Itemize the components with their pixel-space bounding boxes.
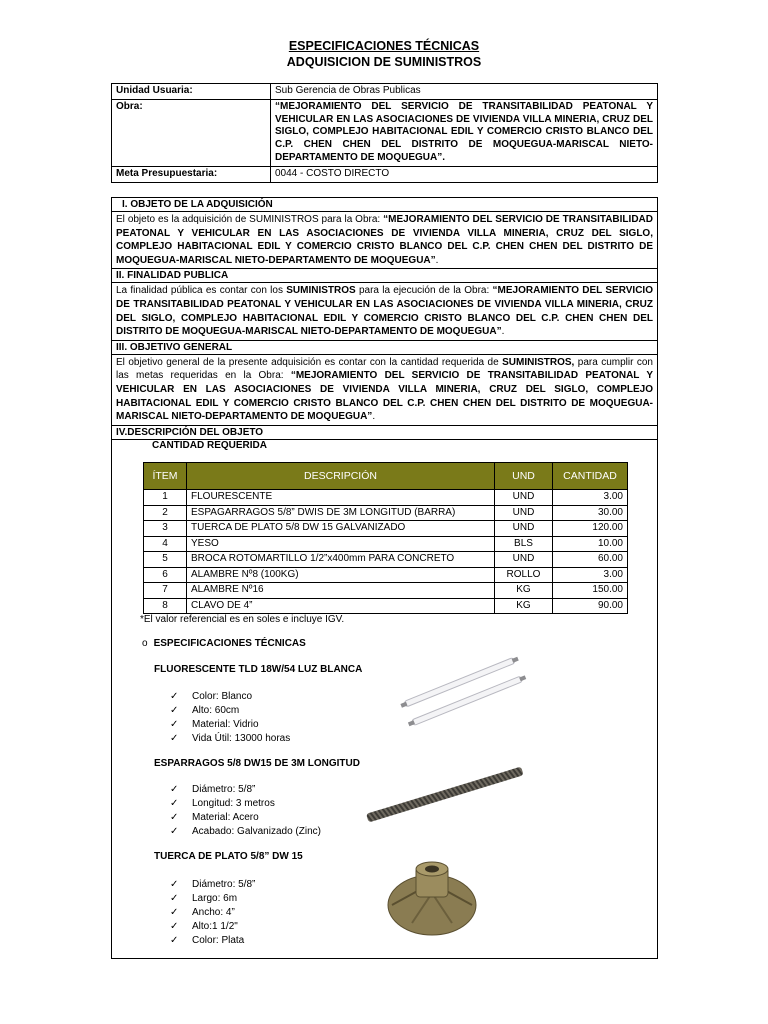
- item-quantity: 3.00: [553, 490, 628, 506]
- item-number: 3: [144, 521, 187, 537]
- spec-text: Largo: 6m: [192, 893, 238, 904]
- item-unit: KG: [495, 583, 553, 599]
- section-objeto-body: [112, 212, 657, 269]
- info-table: [111, 83, 658, 183]
- document-title: ESPECIFICACIONES TÉCNICAS: [288, 39, 480, 53]
- item-quantity: 30.00: [553, 505, 628, 521]
- spec-text: Vida Útil: 13000 horas: [192, 733, 291, 744]
- product-title-fluorescente: FLUORESCENTE TLD 18W/54 LUZ BLANCA: [154, 664, 363, 675]
- spec-item: [170, 920, 255, 934]
- item-unit: UND: [495, 521, 553, 537]
- table-row: [144, 490, 628, 506]
- sections-box: [111, 197, 658, 959]
- item-unit: UND: [495, 505, 553, 521]
- item-description: ALAMBRE Nº8 (100KG): [187, 567, 495, 583]
- item-unit: UND: [495, 552, 553, 568]
- meta-value: 0044 - COSTO DIRECTO: [271, 166, 658, 182]
- finalidad-obra: “MEJORAMIENTO DEL SERVICIO DE TRANSITABILIDAD PEATONAL Y VEHICULAR EN LAS ASOCIACIONES DE VIVIENDA VILLA MINERIA, CRUZ DEL SIGLO, COMPLEJO HABITACIONAL EDIL Y COMERCIO CRISTO BLANCO DEL C.P. CHEN CHEN DEL DISTRITO DE MOQUEGUA-MARISCAL NIETO-DEPARTAMENTO DE MOQUEGUA”: [116, 285, 653, 338]
- finalidad-end: .: [501, 326, 505, 338]
- objeto-end: .: [435, 254, 439, 266]
- section-general-title: III. OBJETIVO GENERAL: [112, 341, 657, 355]
- check-icon: ✓: [170, 907, 179, 918]
- item-quantity: 10.00: [553, 536, 628, 552]
- col-cantidad: CANTIDAD: [553, 463, 628, 490]
- unidad-value: Sub Gerencia de Obras Publicas: [271, 84, 658, 100]
- item-description: YESO: [187, 536, 495, 552]
- item-unit: ROLLO: [495, 567, 553, 583]
- finalidad-suministros: SUMINISTROS: [286, 285, 356, 297]
- spec-text: Diámetro: 5/8”: [192, 879, 256, 890]
- specs-header-label: ESPECIFICACIONES TÉCNICAS: [153, 638, 306, 649]
- general-end: .: [372, 411, 376, 423]
- table-row: [144, 521, 628, 537]
- general-mid: para cumplir con las metas requeridas en la Obra:: [116, 356, 653, 382]
- col-descripcion: DESCRIPCIÓN: [187, 463, 495, 490]
- spec-item: [170, 797, 321, 811]
- price-note: *El valor referencial es en soles e incluye IGV.: [140, 614, 345, 625]
- general-obra: “MEJORAMIENTO DEL SERVICIO DE TRANSITABILIDAD PEATONAL Y VEHICULAR EN LAS ASOCIACIONES DE VIVIENDA VILLA MINERIA, CRUZ DEL SIGLO, COMPLEJO HABITACIONAL EDIL Y COMERCIO CRISTO BLANCO DEL C.P. CHEN CHEN DEL DISTRITO DE MOQUEGUA-MARISCAL NIETO-DEPARTAMENTO DE MOQUEGUA”: [116, 370, 653, 423]
- spec-text: Color: Plata: [192, 935, 245, 946]
- item-number: 4: [144, 536, 187, 552]
- product-specs-tuerca: [170, 878, 255, 948]
- spec-text: Diámetro: 5/8”: [192, 784, 256, 795]
- spec-text: Longitud: 3 metros: [192, 798, 275, 809]
- item-description: TUERCA DE PLATO 5/8 DW 15 GALVANIZADO: [187, 521, 495, 537]
- section-finalidad-title: II. FINALIDAD PUBLICA: [112, 269, 657, 283]
- spec-text: Acabado: Galvanizado (Zinc): [192, 826, 321, 837]
- items-table: [143, 462, 628, 614]
- specs-header: [142, 638, 306, 649]
- item-number: 8: [144, 598, 187, 614]
- spec-item: [170, 811, 321, 825]
- check-icon: ✓: [170, 798, 179, 809]
- obra-value: “MEJORAMIENTO DEL SERVICIO DE TRANSITABILIDAD PEATONAL Y VEHICULAR EN LAS ASOCIACIONES DE VIVIENDA VILLA MINERIA, CRUZ DEL SIGLO, COMPLEJO HABITACIONAL EDIL Y COMERCIO CRISTO BLANCO DEL C.P. CHEN CHEN DEL DISTRITO DE MOQUEGUA-MARISCAL NIETO-DEPARTAMENTO DE MOQUEGUA”.: [271, 99, 658, 166]
- threaded-rod-image: [360, 758, 530, 833]
- items-body: [144, 490, 628, 614]
- table-row: [144, 598, 628, 614]
- check-icon: ✓: [170, 812, 179, 823]
- col-item: ÍTEM: [144, 463, 187, 490]
- section-general-body: [112, 355, 657, 426]
- table-row: [144, 536, 628, 552]
- fluorescent-tubes-image: [395, 656, 535, 731]
- col-und: UND: [495, 463, 553, 490]
- item-quantity: 3.00: [553, 567, 628, 583]
- spec-item: [170, 704, 290, 718]
- section-finalidad-body: [112, 283, 657, 340]
- spec-text: Material: Vidrio: [192, 719, 259, 730]
- finalidad-mid: para la ejecución de la Obra:: [355, 285, 493, 297]
- spec-item: [170, 892, 255, 906]
- item-description: ESPAGARRAGOS 5/8” DWIS DE 3M LONGITUD (BARRA): [187, 505, 495, 521]
- item-unit: BLS: [495, 536, 553, 552]
- section-objeto-title: I. OBJETO DE LA ADQUISICIÓN: [112, 198, 657, 212]
- item-unit: UND: [495, 490, 553, 506]
- meta-label: Meta Presupuestaria:: [112, 166, 271, 182]
- item-quantity: 60.00: [553, 552, 628, 568]
- general-suministros: SUMINISTROS,: [502, 356, 575, 368]
- spec-item: [170, 732, 290, 746]
- general-text: El objetivo general de la presente adquisición es contar con la cantidad requerida de: [116, 356, 503, 368]
- product-title-esparragos: ESPARRAGOS 5/8 DW15 DE 3M LONGITUD: [154, 758, 360, 769]
- check-icon: ✓: [170, 719, 179, 730]
- plate-nut-image: [382, 853, 482, 943]
- item-description: BROCA ROTOMARTILLO 1/2”x400mm PARA CONCRETO: [187, 552, 495, 568]
- objeto-obra: “MEJORAMIENTO DEL SERVICIO DE TRANSITABILIDAD PEATONAL Y VEHICULAR EN LAS ASOCIACIONES DE VIVIENDA VILLA MINERIA, CRUZ DEL SIGLO, COMPLEJO HABITACIONAL EDIL Y COMERCIO CRISTO BLANCO DEL C.P. CHEN CHEN DEL DISTRITO DE MOQUEGUA-MARISCAL NIETO-DEPARTAMENTO DE MOQUEGUA”: [116, 214, 653, 266]
- item-quantity: 150.00: [553, 583, 628, 599]
- table-row: [144, 583, 628, 599]
- product-title-tuerca: TUERCA DE PLATO 5/8” DW 15: [154, 851, 303, 862]
- item-quantity: 120.00: [553, 521, 628, 537]
- item-number: 5: [144, 552, 187, 568]
- item-quantity: 90.00: [553, 598, 628, 614]
- spec-text: Alto: 60cm: [192, 705, 240, 716]
- spec-item: [170, 690, 290, 704]
- check-icon: ✓: [170, 879, 179, 890]
- finalidad-text: La finalidad pública es contar con los: [116, 285, 287, 297]
- table-row: [144, 552, 628, 568]
- spec-item: [170, 934, 255, 948]
- check-icon: ✓: [170, 935, 179, 946]
- item-description: CLAVO DE 4”: [187, 598, 495, 614]
- spec-item: [170, 783, 321, 797]
- item-number: 7: [144, 583, 187, 599]
- obra-label: Obra:: [112, 99, 271, 166]
- product-specs-esparragos: [170, 783, 321, 839]
- item-description: FLOURESCENTE: [187, 490, 495, 506]
- unidad-label: Unidad Usuaria:: [112, 84, 271, 100]
- table-row: [144, 505, 628, 521]
- spec-text: Material: Acero: [192, 812, 259, 823]
- document-subtitle: ADQUISICION DE SUMINISTROS: [286, 55, 482, 69]
- spec-item: [170, 718, 290, 732]
- spec-item: [170, 825, 321, 839]
- check-icon: ✓: [170, 893, 179, 904]
- item-number: 1: [144, 490, 187, 506]
- section-descripcion-title: IV.DESCRIPCIÓN DEL OBJETO: [112, 426, 657, 440]
- product-specs-fluorescente: [170, 690, 290, 746]
- spec-text: Alto:1 1/2": [192, 921, 238, 932]
- cantidad-title: CANTIDAD REQUERIDA: [152, 440, 267, 451]
- specs-bullet: o: [142, 638, 148, 649]
- check-icon: ✓: [170, 826, 179, 837]
- item-description: ALAMBRE Nº16: [187, 583, 495, 599]
- item-number: 2: [144, 505, 187, 521]
- item-number: 6: [144, 567, 187, 583]
- spec-item: [170, 878, 255, 892]
- check-icon: ✓: [170, 733, 179, 744]
- spec-text: Ancho: 4”: [192, 907, 235, 918]
- check-icon: ✓: [170, 705, 179, 716]
- item-unit: KG: [495, 598, 553, 614]
- spec-item: [170, 906, 255, 920]
- check-icon: ✓: [170, 691, 179, 702]
- table-row: [144, 567, 628, 583]
- objeto-text: El objeto es la adquisición de SUMINISTROS para la Obra:: [116, 214, 384, 225]
- check-icon: ✓: [170, 784, 179, 795]
- check-icon: ✓: [170, 921, 179, 932]
- spec-text: Color: Blanco: [192, 691, 253, 702]
